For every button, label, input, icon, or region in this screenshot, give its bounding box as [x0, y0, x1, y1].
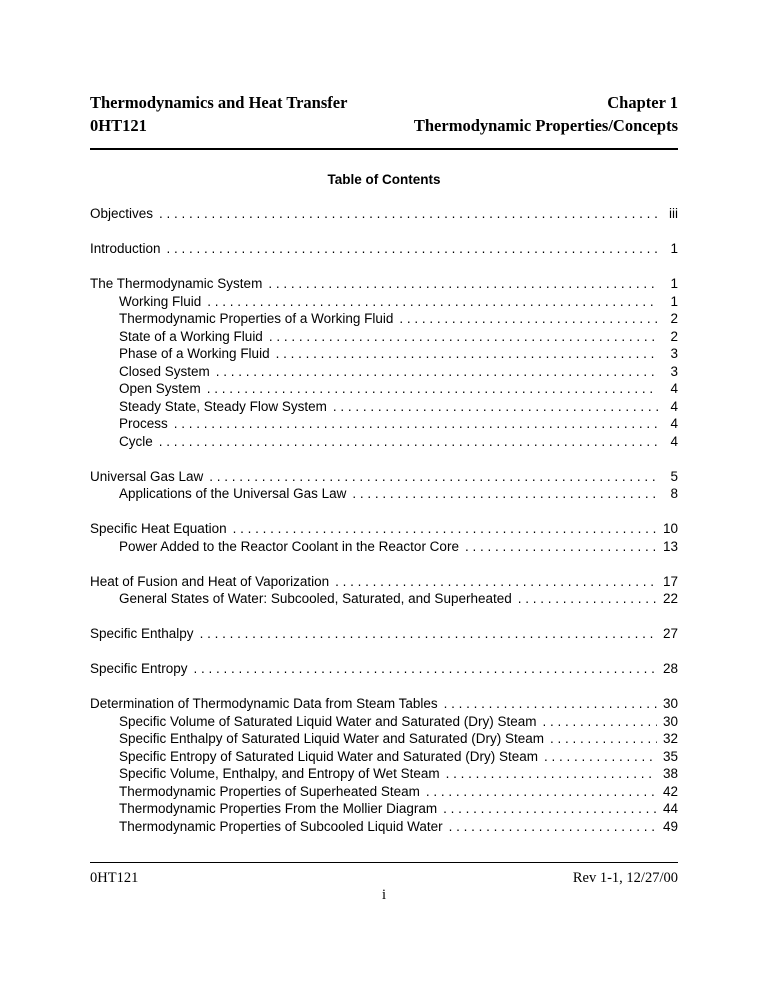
- toc-subentry[interactable]: [90, 783, 678, 801]
- toc-subentry[interactable]: [90, 328, 678, 346]
- toc-entry-label: Thermodynamic Properties From the Mollier Diagram: [119, 801, 438, 816]
- dot-leader: [444, 695, 657, 713]
- toc-entry-page: 38: [662, 766, 678, 781]
- toc-entry[interactable]: [90, 695, 678, 713]
- toc-subentry[interactable]: [90, 800, 678, 818]
- toc-entry[interactable]: [90, 240, 678, 258]
- toc-entry-label: Thermodynamic Properties of a Working Fluid: [119, 311, 394, 326]
- toc-group: [90, 240, 678, 258]
- dot-leader: [426, 783, 657, 801]
- course-code: 0HT121: [90, 116, 147, 135]
- dot-leader: [216, 363, 658, 381]
- toc-subentry[interactable]: [90, 345, 678, 363]
- toc-entry[interactable]: [90, 660, 678, 678]
- toc-subentry[interactable]: [90, 485, 678, 503]
- footer-revision: Rev 1-1, 12/27/00: [572, 870, 678, 886]
- toc-entry-page: 10: [662, 521, 678, 536]
- toc-entry-page: 35: [662, 748, 678, 764]
- dot-leader: [269, 328, 658, 346]
- toc-entry-page: 32: [662, 731, 678, 746]
- toc-subentry[interactable]: [90, 433, 678, 451]
- dot-leader: [352, 485, 658, 503]
- toc-subentry[interactable]: [90, 398, 678, 416]
- toc-entry-label: Thermodynamic Properties of Subcooled Liquid Water: [119, 818, 443, 834]
- toc-entry-page: 17: [662, 573, 678, 589]
- toc-entry-label: Thermodynamic Properties of Superheated Steam: [119, 783, 420, 799]
- toc-entry-page: 4: [670, 416, 678, 431]
- toc-entry-label: Specific Enthalpy: [90, 626, 194, 641]
- toc-entry[interactable]: [90, 520, 678, 538]
- toc-entry-label: Process: [119, 416, 168, 431]
- dot-leader: [276, 345, 658, 363]
- toc-entry-page: 13: [662, 538, 678, 554]
- toc-group: [90, 573, 678, 608]
- toc-entry[interactable]: [90, 625, 678, 643]
- toc-entry-page: 22: [662, 591, 678, 606]
- dot-leader: [542, 713, 657, 731]
- toc-entry[interactable]: [90, 468, 678, 486]
- toc-entry-page: 42: [662, 783, 678, 799]
- toc-entry-label: Closed System: [119, 363, 210, 379]
- toc-entry-label: Determination of Thermodynamic Data from Steam Tables: [90, 696, 438, 711]
- toc-entry-page: 4: [670, 433, 678, 449]
- dot-leader: [268, 275, 658, 293]
- dot-leader: [443, 800, 657, 818]
- toc-entry-label: Cycle: [119, 433, 153, 449]
- toc-entry-label: Specific Entropy of Saturated Liquid Water and Saturated (Dry) Steam: [119, 748, 538, 764]
- toc-entry-page: 4: [670, 398, 678, 414]
- toc-subentry[interactable]: [90, 748, 678, 766]
- toc-title: Table of Contents: [327, 172, 441, 187]
- dot-leader: [159, 205, 658, 223]
- dot-leader: [174, 415, 658, 433]
- toc-entry-label: Specific Entropy: [90, 661, 188, 676]
- toc-entry-page: 5: [670, 468, 678, 484]
- toc-group: [90, 695, 678, 835]
- toc-entry-label: Objectives: [90, 206, 154, 221]
- toc-entry-page: 44: [662, 801, 678, 816]
- course-title: Thermodynamics and Heat Transfer: [90, 93, 348, 112]
- toc-entry[interactable]: [90, 275, 678, 293]
- dot-leader: [200, 625, 657, 643]
- footer-rule: [90, 862, 678, 863]
- toc-entry-label: Phase of a Working Fluid: [119, 346, 270, 361]
- toc-entry-label: Specific Volume of Saturated Liquid Water and Saturated (Dry) Steam: [119, 713, 537, 729]
- dot-leader: [159, 433, 658, 451]
- toc-entry-page: 2: [670, 311, 678, 326]
- toc-subentry[interactable]: [90, 380, 678, 398]
- toc-entry-page: 27: [662, 626, 678, 641]
- page-number: i: [381, 887, 387, 903]
- toc-entry[interactable]: [90, 573, 678, 591]
- dot-leader: [233, 520, 657, 538]
- toc-entry-page: 4: [670, 381, 678, 396]
- toc-entry-page: 1: [670, 241, 678, 256]
- dot-leader: [446, 765, 657, 783]
- toc-entry-page: 30: [662, 696, 678, 711]
- toc-entry-page: 3: [670, 363, 678, 379]
- toc-entry-label: Introduction: [90, 241, 161, 256]
- toc-subentry[interactable]: [90, 730, 678, 748]
- dot-leader: [333, 398, 658, 416]
- toc-entry-page: iii: [669, 206, 678, 221]
- toc-subentry[interactable]: [90, 713, 678, 731]
- dot-leader: [207, 293, 658, 311]
- toc-subentry[interactable]: [90, 818, 678, 836]
- toc-entry[interactable]: [90, 205, 678, 223]
- toc-entry-page: 28: [662, 661, 678, 676]
- toc-entry-label: Universal Gas Law: [90, 468, 204, 484]
- toc-group: [90, 520, 678, 555]
- toc-entry-page: 30: [662, 713, 678, 729]
- toc-group: [90, 468, 678, 503]
- dot-leader: [207, 380, 658, 398]
- header-rule: [90, 148, 678, 150]
- toc-entry-label: Specific Volume, Enthalpy, and Entropy of Wet Steam: [119, 766, 440, 781]
- toc-entry-label: The Thermodynamic System: [90, 276, 263, 291]
- toc-group: [90, 625, 678, 643]
- dot-leader: [399, 310, 658, 328]
- table-of-contents: [90, 205, 678, 853]
- toc-subentry[interactable]: [90, 538, 678, 556]
- toc-entry-label: Specific Heat Equation: [90, 521, 227, 536]
- toc-entry-page: 3: [670, 346, 678, 361]
- toc-entry-page: 2: [670, 328, 678, 344]
- toc-entry-label: General States of Water: Subcooled, Saturated, and Superheated: [119, 591, 512, 606]
- toc-entry-page: 1: [670, 293, 678, 309]
- toc-group: [90, 660, 678, 678]
- toc-subentry[interactable]: [90, 590, 678, 608]
- toc-entry-page: 1: [670, 276, 678, 291]
- dot-leader: [194, 660, 657, 678]
- toc-entry-page: 49: [662, 818, 678, 834]
- toc-subentry[interactable]: [90, 293, 678, 311]
- toc-entry-label: State of a Working Fluid: [119, 328, 263, 344]
- chapter-label: Chapter 1: [607, 93, 678, 112]
- dot-leader: [209, 468, 658, 486]
- toc-entry-label: Heat of Fusion and Heat of Vaporization: [90, 573, 330, 589]
- toc-subentry[interactable]: [90, 765, 678, 783]
- dot-leader: [167, 240, 658, 258]
- toc-group: [90, 275, 678, 450]
- dot-leader: [465, 538, 657, 556]
- toc-entry-label: Specific Enthalpy of Saturated Liquid Water and Saturated (Dry) Steam: [119, 731, 544, 746]
- toc-group: [90, 205, 678, 223]
- dot-leader: [544, 748, 657, 766]
- dot-leader: [550, 730, 657, 748]
- toc-entry-page: 8: [670, 486, 678, 501]
- chapter-title: Thermodynamic Properties/Concepts: [413, 116, 678, 135]
- toc-subentry[interactable]: [90, 363, 678, 381]
- toc-subentry[interactable]: [90, 310, 678, 328]
- toc-entry-label: Steady State, Steady Flow System: [119, 398, 327, 414]
- toc-entry-label: Working Fluid: [119, 293, 202, 309]
- dot-leader: [518, 590, 657, 608]
- toc-entry-label: Applications of the Universal Gas Law: [119, 486, 347, 501]
- toc-subentry[interactable]: [90, 415, 678, 433]
- dot-leader: [449, 818, 657, 836]
- dot-leader: [335, 573, 657, 591]
- toc-entry-label: Power Added to the Reactor Coolant in the Reactor Core: [119, 538, 459, 554]
- footer-code: 0HT121: [90, 870, 139, 886]
- toc-entry-label: Open System: [119, 381, 201, 396]
